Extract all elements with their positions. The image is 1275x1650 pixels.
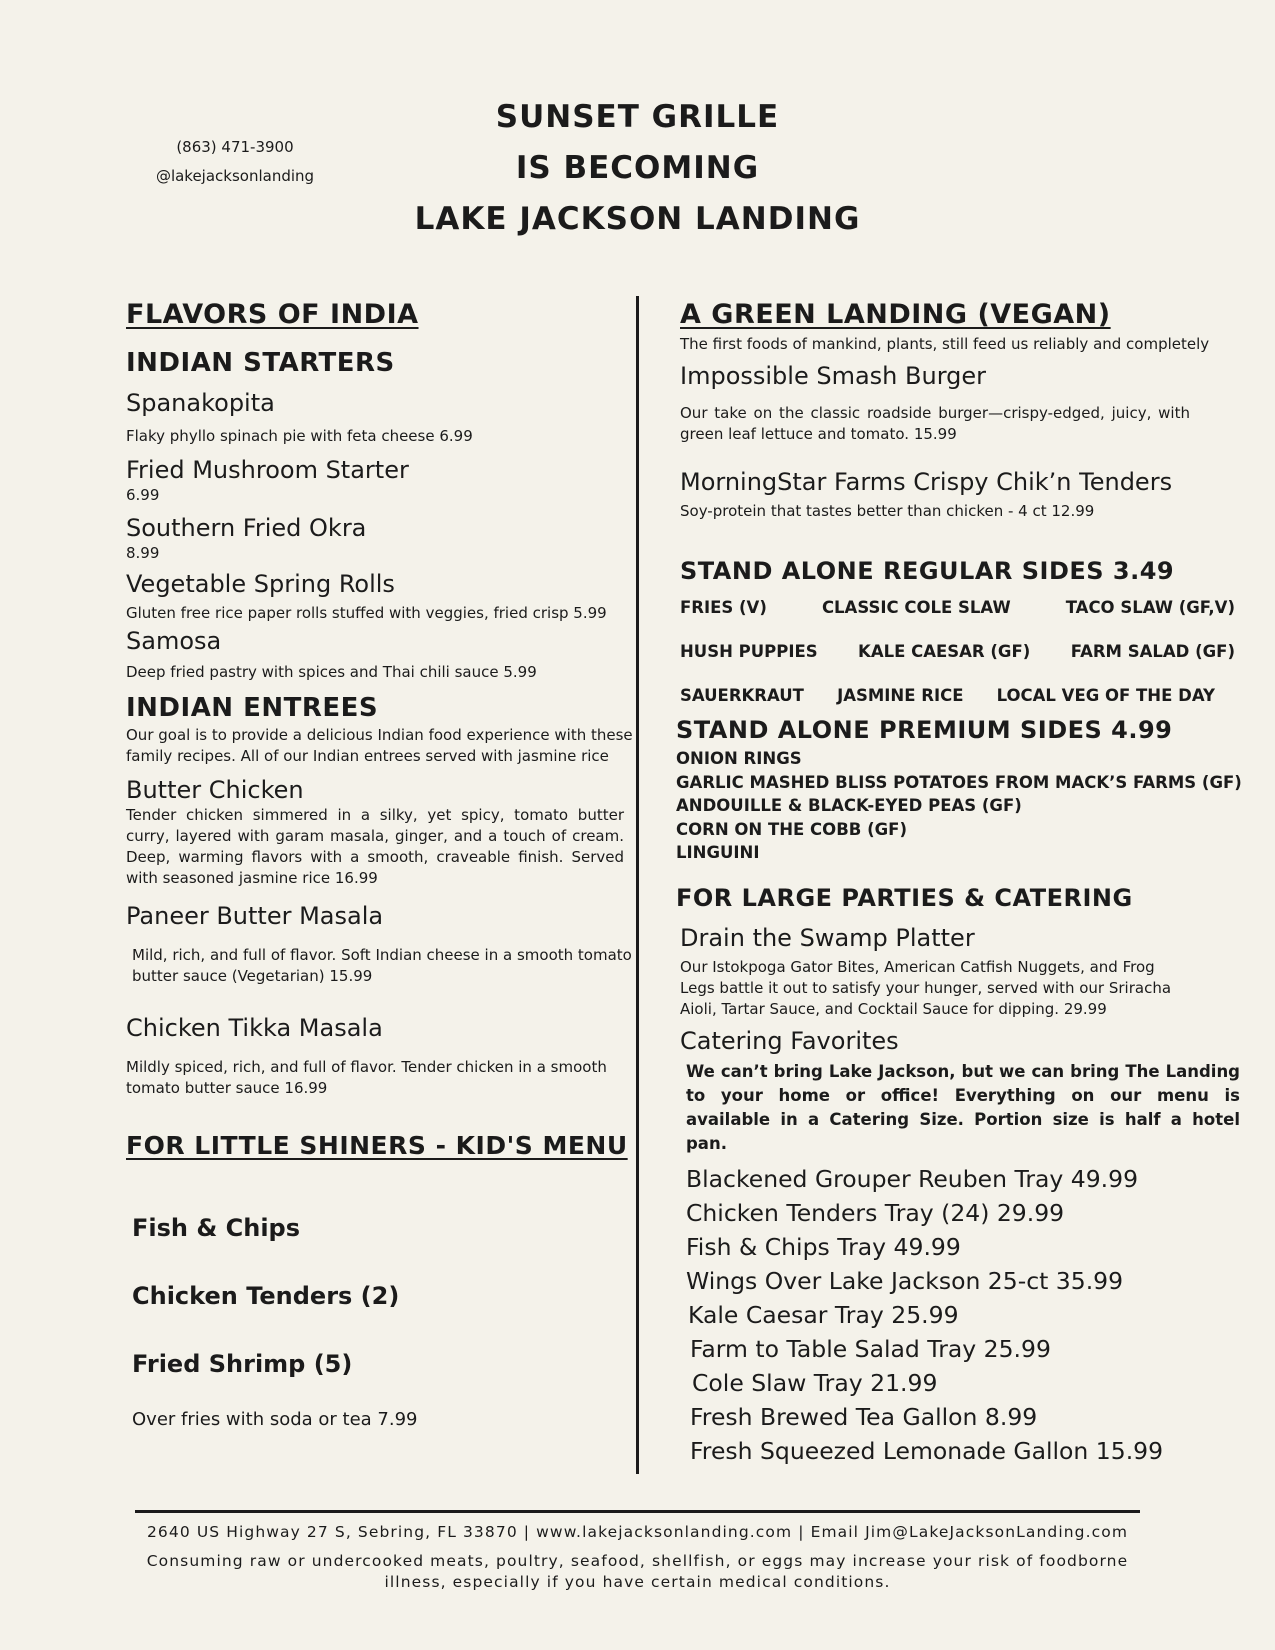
- menu-item: [126, 569, 640, 624]
- kids-item: Fried Shrimp (5): [132, 1350, 353, 1378]
- section-title-catering: FOR LARGE PARTIES & CATERING: [676, 883, 1133, 912]
- premium-side-item: ANDOUILLE & BLACK-EYED PEAS (GF): [676, 796, 1022, 815]
- item-desc: Tender chicken simmered in a silky, yet spicy, tomato butter curry, layered with garam masala, ginger, and a touch of cream. Deep, warming flavors with a smooth, craveable finish. Served with seasoned jasmine rice 16.99: [126, 806, 624, 887]
- column-divider: [636, 296, 639, 1474]
- menu-item: [126, 455, 640, 505]
- item-desc: Mildly spiced, rich, and full of flavor. Tender chicken in a smooth tomato butter sauce 16.99: [126, 1058, 607, 1097]
- headline-line: IS BECOMING: [515, 150, 760, 186]
- item-name: Paneer Butter Masala: [126, 902, 384, 930]
- side-item: KALE CAESAR (GF): [858, 642, 1031, 661]
- item-name: Butter Chicken: [126, 776, 304, 804]
- side-item: FRIES (V): [680, 598, 767, 617]
- catering-item: Blackened Grouper Reuben Tray 49.99: [686, 1164, 1139, 1193]
- section-title-india: FLAVORS OF INDIA: [126, 299, 419, 330]
- catering-item: Cole Slaw Tray 21.99: [692, 1368, 938, 1397]
- item-name: MorningStar Farms Crispy Chik’n Tenders: [680, 468, 1173, 496]
- catering-item: Wings Over Lake Jackson 25-ct 35.99: [686, 1266, 1124, 1295]
- side-item: TACO SLAW (GF,V): [1065, 598, 1235, 617]
- kids-note: Over fries with soda or tea 7.99: [132, 1409, 418, 1430]
- menu-item: [680, 361, 1250, 445]
- item-name: Vegetable Spring Rolls: [126, 570, 395, 598]
- side-item: LOCAL VEG OF THE DAY: [996, 686, 1215, 705]
- premium-side-item: CORN ON THE COBB (GF): [676, 819, 907, 839]
- kids-item: Chicken Tenders (2): [132, 1282, 400, 1310]
- item-desc: Mild, rich, and full of flavor. Soft Indian cheese in a smooth tomato butter sauce (Vegetarian) 15.99: [132, 946, 632, 985]
- item-desc: Our take on the classic roadside burger—crispy-edged, juicy, with green leaf lettuce and tomato. 15.99: [680, 404, 1190, 443]
- menu-item: [126, 1013, 640, 1099]
- item-name: Impossible Smash Burger: [680, 362, 986, 390]
- menu-item: [680, 923, 1250, 1020]
- section-title-entrees: INDIAN ENTREES: [126, 693, 379, 723]
- item-name: Southern Fried Okra: [126, 514, 367, 542]
- section-title-starters: INDIAN STARTERS: [126, 348, 395, 378]
- premium-sides-block: [676, 713, 1250, 915]
- headline-line: SUNSET GRILLE: [495, 99, 780, 135]
- footer-rule: [135, 1510, 1140, 1513]
- menu-item: [126, 388, 640, 447]
- menu-item: [126, 901, 640, 987]
- footer-warning: Consuming raw or undercooked meats, poultry, seafood, shellfish, or eggs may increase your risk of foodborne illness, especially if you have certain medical conditions.: [146, 1552, 1129, 1591]
- item-desc: Flaky phyllo spinach pie with feta cheese 6.99: [126, 427, 473, 445]
- premium-side-item: GARLIC MASHED BLISS POTATOES FROM MACK’S FARMS (GF): [676, 772, 1242, 792]
- sides-row: [680, 686, 1215, 705]
- page-headline: [380, 92, 895, 245]
- contact-block: [120, 138, 350, 196]
- item-name: Samosa: [126, 627, 222, 655]
- side-item: SAUERKRAUT: [680, 686, 804, 705]
- social-handle: @lakejacksonlanding: [155, 167, 315, 185]
- premium-side-item: LINGUINI: [676, 843, 760, 862]
- section-title-kids: FOR LITTLE SHINERS - KID'S MENU: [126, 1131, 628, 1160]
- item-name: Fried Mushroom Starter: [126, 456, 409, 484]
- menu-item: [126, 775, 640, 889]
- item-desc: Soy-protein that tastes better than chicken - 4 ct 12.99: [680, 502, 1095, 520]
- catering-item: Fresh Brewed Tea Gallon 8.99: [690, 1402, 1038, 1431]
- catering-list: [680, 1162, 1250, 1468]
- catering-item: Fresh Squeezed Lemonade Gallon 15.99: [690, 1436, 1164, 1465]
- section-title-premium-sides: STAND ALONE PREMIUM SIDES 4.99: [676, 716, 1173, 744]
- item-price: 8.99: [126, 544, 160, 562]
- catering-item: Kale Caesar Tray 25.99: [688, 1300, 959, 1329]
- kids-item: Fish & Chips: [132, 1214, 301, 1242]
- catering-note: We can’t bring Lake Jackson, but we can bring The Landing to your home or office! Everything on our menu is available in a Catering Size. Portion size is half a hotel pan.: [686, 1061, 1240, 1153]
- headline-line: LAKE JACKSON LANDING: [414, 201, 861, 237]
- left-column: [126, 298, 640, 1430]
- phone-number: (863) 471-3900: [176, 138, 294, 156]
- side-item: FARM SALAD (GF): [1070, 642, 1235, 661]
- catering-item: Chicken Tenders Tray (24) 29.99: [686, 1198, 1065, 1227]
- item-name: Spanakopita: [126, 389, 275, 417]
- item-desc: Gluten free rice paper rolls stuffed with veggies, fried crisp 5.99: [126, 604, 607, 622]
- catering-item: Fish & Chips Tray 49.99: [686, 1232, 961, 1261]
- right-column: [676, 298, 1250, 1468]
- item-name: Chicken Tikka Masala: [126, 1014, 383, 1042]
- sides-row: [680, 642, 1235, 661]
- item-price: 6.99: [126, 486, 160, 504]
- item-desc: Deep fried pastry with spices and Thai chili sauce 5.99: [126, 663, 537, 681]
- footer: [120, 1522, 1155, 1593]
- vegan-tagline: The first foods of mankind, plants, still feed us reliably and completely: [680, 335, 1210, 353]
- premium-side-item: ONION RINGS: [676, 749, 802, 768]
- section-title-vegan: A GREEN LANDING (VEGAN): [680, 299, 1111, 330]
- side-item: CLASSIC COLE SLAW: [821, 598, 1011, 617]
- regular-sides-grid: [680, 598, 1235, 705]
- section-title-regular-sides: STAND ALONE REGULAR SIDES 3.49: [680, 557, 1175, 585]
- catering-item: Farm to Table Salad Tray 25.99: [690, 1334, 1051, 1363]
- sides-row: [680, 598, 1235, 617]
- side-item: JASMINE RICE: [837, 686, 964, 705]
- item-name: Drain the Swamp Platter: [680, 923, 975, 952]
- catering-favorites-title: Catering Favorites: [680, 1026, 899, 1055]
- menu-item: [126, 513, 640, 563]
- footer-address: 2640 US Highway 27 S, Sebring, FL 33870 | www.lakejacksonlanding.com | Email Jim@LakeJacksonLanding.com: [146, 1523, 1129, 1541]
- menu-item: [126, 626, 640, 683]
- entrees-intro: Our goal is to provide a delicious Indian food experience with these family recipes. All of our Indian entrees served with jasmine rice: [126, 726, 633, 765]
- side-item: HUSH PUPPIES: [680, 642, 818, 661]
- menu-item: [680, 467, 1250, 522]
- item-desc: Our Istokpoga Gator Bites, American Catfish Nuggets, and Frog Legs battle it out to satisfy your hunger, served with our Sriracha Aioli, Tartar Sauce, and Cocktail Sauce for dipping. 29.99: [680, 957, 1172, 1018]
